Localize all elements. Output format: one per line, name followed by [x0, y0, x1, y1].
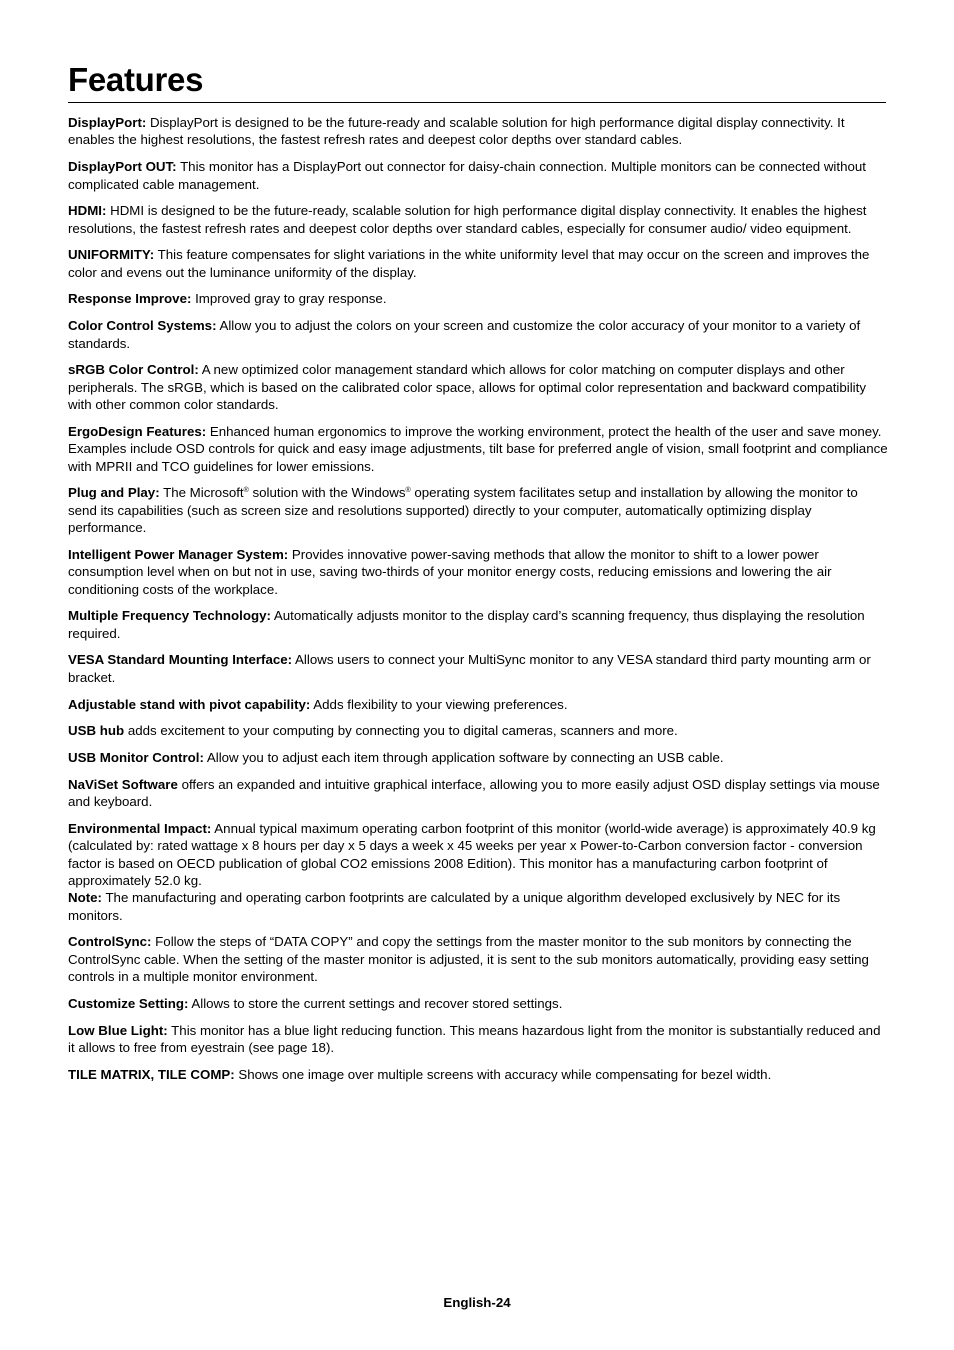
- feature-term: Color Control Systems:: [68, 318, 217, 334]
- feature-vesa-mounting: [68, 651, 888, 686]
- feature-description: offers an expanded and intuitive graphical interface, allowing you to more easily adjust OSD display settings via mouse and keyboard.: [68, 776, 880, 810]
- features-list: [68, 114, 888, 1093]
- feature-usb-hub: [68, 722, 888, 739]
- page-number: English-24: [443, 1295, 511, 1310]
- feature-description: adds excitement to your computing by connecting you to digital cameras, scanners and more.: [124, 723, 678, 739]
- feature-naviset-software: [68, 776, 888, 811]
- title-divider: [68, 102, 886, 103]
- feature-description: Allows to store the current settings and recover stored settings.: [188, 996, 563, 1011]
- feature-description: Annual typical maximum operating carbon footprint of this monitor (world-wide average) is approximately 40.9 kg (calculated by: rated wattage x 8 hours per day x 5 days a week x 45 weeks per year x Power-to-Carbon conversion factor - conversion factor is based on OECD publication of global CO2 emissions 2008 Edition). This monitor has a manufacturing carbon footprint of approximately 52.0 kg.: [68, 820, 876, 888]
- feature-description: Improved gray to gray response.: [191, 291, 387, 307]
- feature-description: Shows one image over multiple screens with accuracy while compensating for bezel width.: [234, 1066, 772, 1082]
- feature-color-control-systems: [68, 317, 888, 352]
- feature-description: Enhanced human ergonomics to improve the working environment, protect the health of the user and save money. Examples include OSD controls for quick and easy image adjustments, tilt base for preferred angle of vision, small footprint and compliance with MPRII and TCO guidelines for lower emissions.: [68, 423, 888, 474]
- note-term: Note:: [68, 890, 102, 906]
- registered-mark: ®: [243, 487, 249, 495]
- page-title: Features: [68, 61, 204, 98]
- feature-term: Customize Setting:: [68, 996, 189, 1011]
- feature-term: DisplayPort:: [68, 115, 147, 130]
- registered-mark: ®: [405, 487, 411, 495]
- feature-description: This monitor has a DisplayPort out connector for daisy-chain connection. Multiple monitors can be connected without complicated cable management.: [68, 159, 866, 192]
- feature-term: HDMI:: [68, 203, 107, 219]
- feature-description: DisplayPort is designed to be the future-ready and scalable solution for high performance digital display connectivity. It enables the highest resolutions, the fastest refresh rates and deepest color depths over standard cables.: [68, 115, 845, 148]
- feature-term: Intelligent Power Manager System:: [68, 546, 289, 562]
- feature-term: ControlSync:: [68, 934, 152, 950]
- feature-term: DisplayPort OUT:: [68, 159, 177, 175]
- feature-term: sRGB Color Control:: [68, 362, 199, 378]
- feature-srgb-color-control: [68, 361, 888, 413]
- feature-description-part: operating system facilitates setup and installation by allowing the monitor to send its capabilities (such as screen size and resolutions supported) directly to your computer, automatically optimizing display performance.: [68, 485, 858, 536]
- feature-term: USB Monitor Control:: [68, 749, 204, 765]
- feature-multiple-frequency: [68, 607, 888, 642]
- feature-description: HDMI is designed to be the future-ready, scalable solution for high performance digital display connectivity. It enables the highest resolutions, the fastest refresh rates and deepest color depths over standard cables, especially for consumer audio/ video equipment.: [68, 203, 867, 236]
- feature-description-part: solution with the Windows: [248, 485, 406, 501]
- feature-term: ErgoDesign Features:: [68, 423, 207, 439]
- feature-term: Adjustable stand with pivot capability:: [68, 696, 311, 712]
- feature-description: This monitor has a blue light reducing function. This means hazardous light from the monitor is substantially reduced and it allows to free from eyestrain (see page 18).: [68, 1022, 881, 1056]
- feature-adjustable-stand: [68, 696, 888, 713]
- feature-description: Allow you to adjust each item through application software by connecting an USB cable.: [203, 749, 724, 765]
- feature-description: Allow you to adjust the colors on your screen and customize the color accuracy of your monitor to a variety of standards.: [68, 318, 861, 351]
- feature-description: Provides innovative power-saving methods that allow the monitor to shift to a lower power consumption level when on but not in use, saving two-thirds of your monitor energy costs, reducing emissions and lowering the air conditioning costs of the workplace.: [68, 546, 832, 597]
- feature-hdmi: [68, 202, 888, 237]
- feature-term: VESA Standard Mounting Interface:: [68, 652, 293, 668]
- feature-term: Response Improve:: [68, 291, 192, 307]
- feature-customize-setting: [68, 995, 888, 1012]
- feature-ergodesign: [68, 423, 888, 475]
- feature-term: Environmental Impact:: [68, 820, 212, 836]
- feature-term: NaViSet Software: [68, 776, 178, 792]
- feature-intelligent-power-manager: [68, 546, 888, 598]
- note-description: The manufacturing and operating carbon footprints are calculated by a unique algorithm developed exclusively by NEC for its monitors.: [68, 890, 841, 923]
- feature-term: Multiple Frequency Technology:: [68, 608, 271, 624]
- feature-displayport: [68, 114, 888, 149]
- feature-controlsync: [68, 933, 888, 985]
- feature-response-improve: [68, 290, 888, 307]
- feature-tile-matrix: [68, 1066, 888, 1083]
- feature-description-part: The Microsoft: [159, 485, 244, 501]
- feature-description: This feature compensates for slight variations in the white uniformity level that may occur on the screen and improves the color and evens out the luminance uniformity of the display.: [68, 247, 870, 280]
- feature-displayport-out: [68, 158, 888, 193]
- feature-term: Low Blue Light:: [68, 1022, 168, 1038]
- feature-term: TILE MATRIX, TILE COMP:: [68, 1066, 235, 1082]
- feature-term: Plug and Play:: [68, 485, 160, 501]
- feature-low-blue-light: [68, 1022, 888, 1057]
- feature-description: Automatically adjusts monitor to the display card’s scanning frequency, thus displaying the resolution required.: [68, 608, 865, 641]
- feature-description: Adds flexibility to your viewing preferences.: [310, 696, 568, 712]
- feature-plug-and-play: [68, 484, 888, 536]
- feature-term: UNIFORMITY:: [68, 247, 155, 263]
- feature-description: Allows users to connect your MultiSync monitor to any VESA standard third party mounting arm or bracket.: [68, 652, 871, 685]
- feature-term: USB hub: [68, 723, 125, 739]
- feature-description: Follow the steps of “DATA COPY” and copy the settings from the master monitor to the sub monitors by connecting the ControlSync cable. When the setting of the master monitor is adjusted, it is sent to the sub monitors automatically, providing easy setting controls in a multiple monitor environment.: [68, 934, 869, 985]
- feature-uniformity: [68, 246, 888, 281]
- feature-usb-monitor-control: [68, 749, 888, 766]
- feature-description: A new optimized color management standard which allows for color matching on computer displays and other peripherals. The sRGB, which is based on the calibrated color space, allows for optimal color representation and backward compatibility with other common color standards.: [68, 362, 866, 413]
- feature-environmental-impact: [68, 820, 888, 924]
